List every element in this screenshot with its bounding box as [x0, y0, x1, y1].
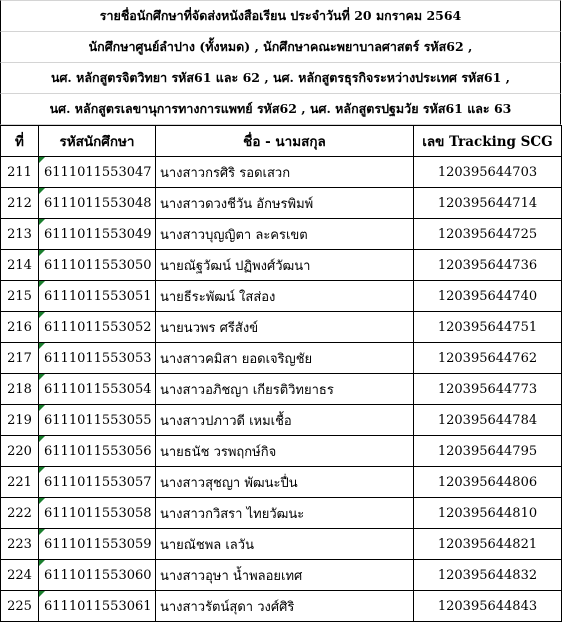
student-id-cell: 6111011553061	[39, 591, 156, 622]
table-row	[1, 312, 562, 343]
student-name-cell: นายธนัช วรพฤกษ์กิจ	[156, 436, 414, 467]
table-row	[1, 591, 562, 622]
table-row	[1, 157, 562, 188]
table-row	[1, 188, 562, 219]
student-id-cell: 6111011553058	[39, 498, 156, 529]
header-tracking: เลข Tracking SCG	[414, 126, 562, 157]
student-table	[0, 125, 562, 622]
tracking-number-cell: 120395644821	[414, 529, 562, 560]
table-row	[1, 281, 562, 312]
table-row	[1, 529, 562, 560]
tracking-number-cell: 120395644810	[414, 498, 562, 529]
tracking-number-cell: 120395644806	[414, 467, 562, 498]
tracking-number-cell: 120395644832	[414, 560, 562, 591]
table-row	[1, 467, 562, 498]
student-name-cell: นางสาวกรศิริ รอดเสวก	[156, 157, 414, 188]
table-row	[1, 560, 562, 591]
tracking-number-cell: 120395644740	[414, 281, 562, 312]
table-row	[1, 436, 562, 467]
tracking-number-cell: 120395644795	[414, 436, 562, 467]
tracking-number-cell: 120395644762	[414, 343, 562, 374]
student-name-cell: นางสาวรัตน์สุดา วงศ์ศิริ	[156, 591, 414, 622]
title-line-2: นักศึกษาศูนย์ลำปาง (ทั้งหมด) , นักศึกษาคณะพยาบาลศาสตร์ รหัส62 ,	[0, 32, 561, 63]
student-id-cell: 6111011553060	[39, 560, 156, 591]
student-name-cell: นางสาวคมิสา ยอดเจริญชัย	[156, 343, 414, 374]
row-number-cell: 218	[1, 374, 39, 405]
student-id-cell: 6111011553056	[39, 436, 156, 467]
table-row	[1, 250, 562, 281]
tracking-number-cell: 120395644703	[414, 157, 562, 188]
student-name-cell: นางสาวบุญญิตา ละครเขต	[156, 219, 414, 250]
row-number-cell: 224	[1, 560, 39, 591]
student-name-cell: นางสาวอุษา น้ำพลอยเทศ	[156, 560, 414, 591]
student-name-cell: นายนวพร ศรีสังข์	[156, 312, 414, 343]
row-number-cell: 215	[1, 281, 39, 312]
title-line-4: นศ. หลักสูตรเลขานุการทางการแพทย์ รหัส62 , นศ. หลักสูตรปฐมวัย รหัส61 และ 63	[0, 94, 561, 125]
tracking-number-cell: 120395644784	[414, 405, 562, 436]
row-number-cell: 216	[1, 312, 39, 343]
row-number-cell: 220	[1, 436, 39, 467]
row-number-cell: 225	[1, 591, 39, 622]
tracking-number-cell: 120395644751	[414, 312, 562, 343]
row-number-cell: 219	[1, 405, 39, 436]
student-id-cell: 6111011553049	[39, 219, 156, 250]
row-number-cell: 213	[1, 219, 39, 250]
row-number-cell: 221	[1, 467, 39, 498]
student-name-cell: นายธีระพัฒน์ ใสส่อง	[156, 281, 414, 312]
student-id-cell: 6111011553059	[39, 529, 156, 560]
table-header-row	[1, 126, 562, 157]
table-row	[1, 343, 562, 374]
student-id-cell: 6111011553048	[39, 188, 156, 219]
student-id-cell: 6111011553055	[39, 405, 156, 436]
table-row	[1, 374, 562, 405]
student-id-cell: 6111011553051	[39, 281, 156, 312]
student-id-cell: 6111011553052	[39, 312, 156, 343]
student-id-cell: 6111011553047	[39, 157, 156, 188]
tracking-number-cell: 120395644773	[414, 374, 562, 405]
table-row	[1, 405, 562, 436]
tracking-number-cell: 120395644714	[414, 188, 562, 219]
student-name-cell: นายณัฐวัฒน์ ปฏิพงศ์วัฒนา	[156, 250, 414, 281]
student-name-cell: นางสาวปภาวดี เหมเชื้อ	[156, 405, 414, 436]
tracking-number-cell: 120395644843	[414, 591, 562, 622]
table-row	[1, 219, 562, 250]
student-name-cell: นางสาวกวิสรา ไทยวัฒนะ	[156, 498, 414, 529]
student-name-cell: นางสาวอภิชญา เกียรติวิทยาธร	[156, 374, 414, 405]
student-name-cell: นางสาวสุชญา พัฒนะปื่น	[156, 467, 414, 498]
header-name: ชื่อ - นามสกุล	[156, 126, 414, 157]
tracking-number-cell: 120395644736	[414, 250, 562, 281]
row-number-cell: 223	[1, 529, 39, 560]
student-id-cell: 6111011553053	[39, 343, 156, 374]
table-row	[1, 498, 562, 529]
student-id-cell: 6111011553054	[39, 374, 156, 405]
row-number-cell: 217	[1, 343, 39, 374]
student-name-cell: นางสาวดวงชีวัน อักษรพิมพ์	[156, 188, 414, 219]
title-line-1: รายชื่อนักศึกษาที่จัดส่งหนังสือเรียน ประจำวันที่ 20 มกราคม 2564	[0, 0, 561, 32]
row-number-cell: 212	[1, 188, 39, 219]
tracking-number-cell: 120395644725	[414, 219, 562, 250]
title-line-3: นศ. หลักสูตรจิตวิทยา รหัส61 และ 62 , นศ. หลักสูตรธุรกิจระหว่างประเทศ รหัส61 ,	[0, 63, 561, 94]
header-no: ที่	[1, 126, 39, 157]
student-id-cell: 6111011553050	[39, 250, 156, 281]
student-id-cell: 6111011553057	[39, 467, 156, 498]
row-number-cell: 222	[1, 498, 39, 529]
row-number-cell: 214	[1, 250, 39, 281]
row-number-cell: 211	[1, 157, 39, 188]
student-name-cell: นายณัชพล เลวัน	[156, 529, 414, 560]
header-student-id: รหัสนักศึกษา	[39, 126, 156, 157]
